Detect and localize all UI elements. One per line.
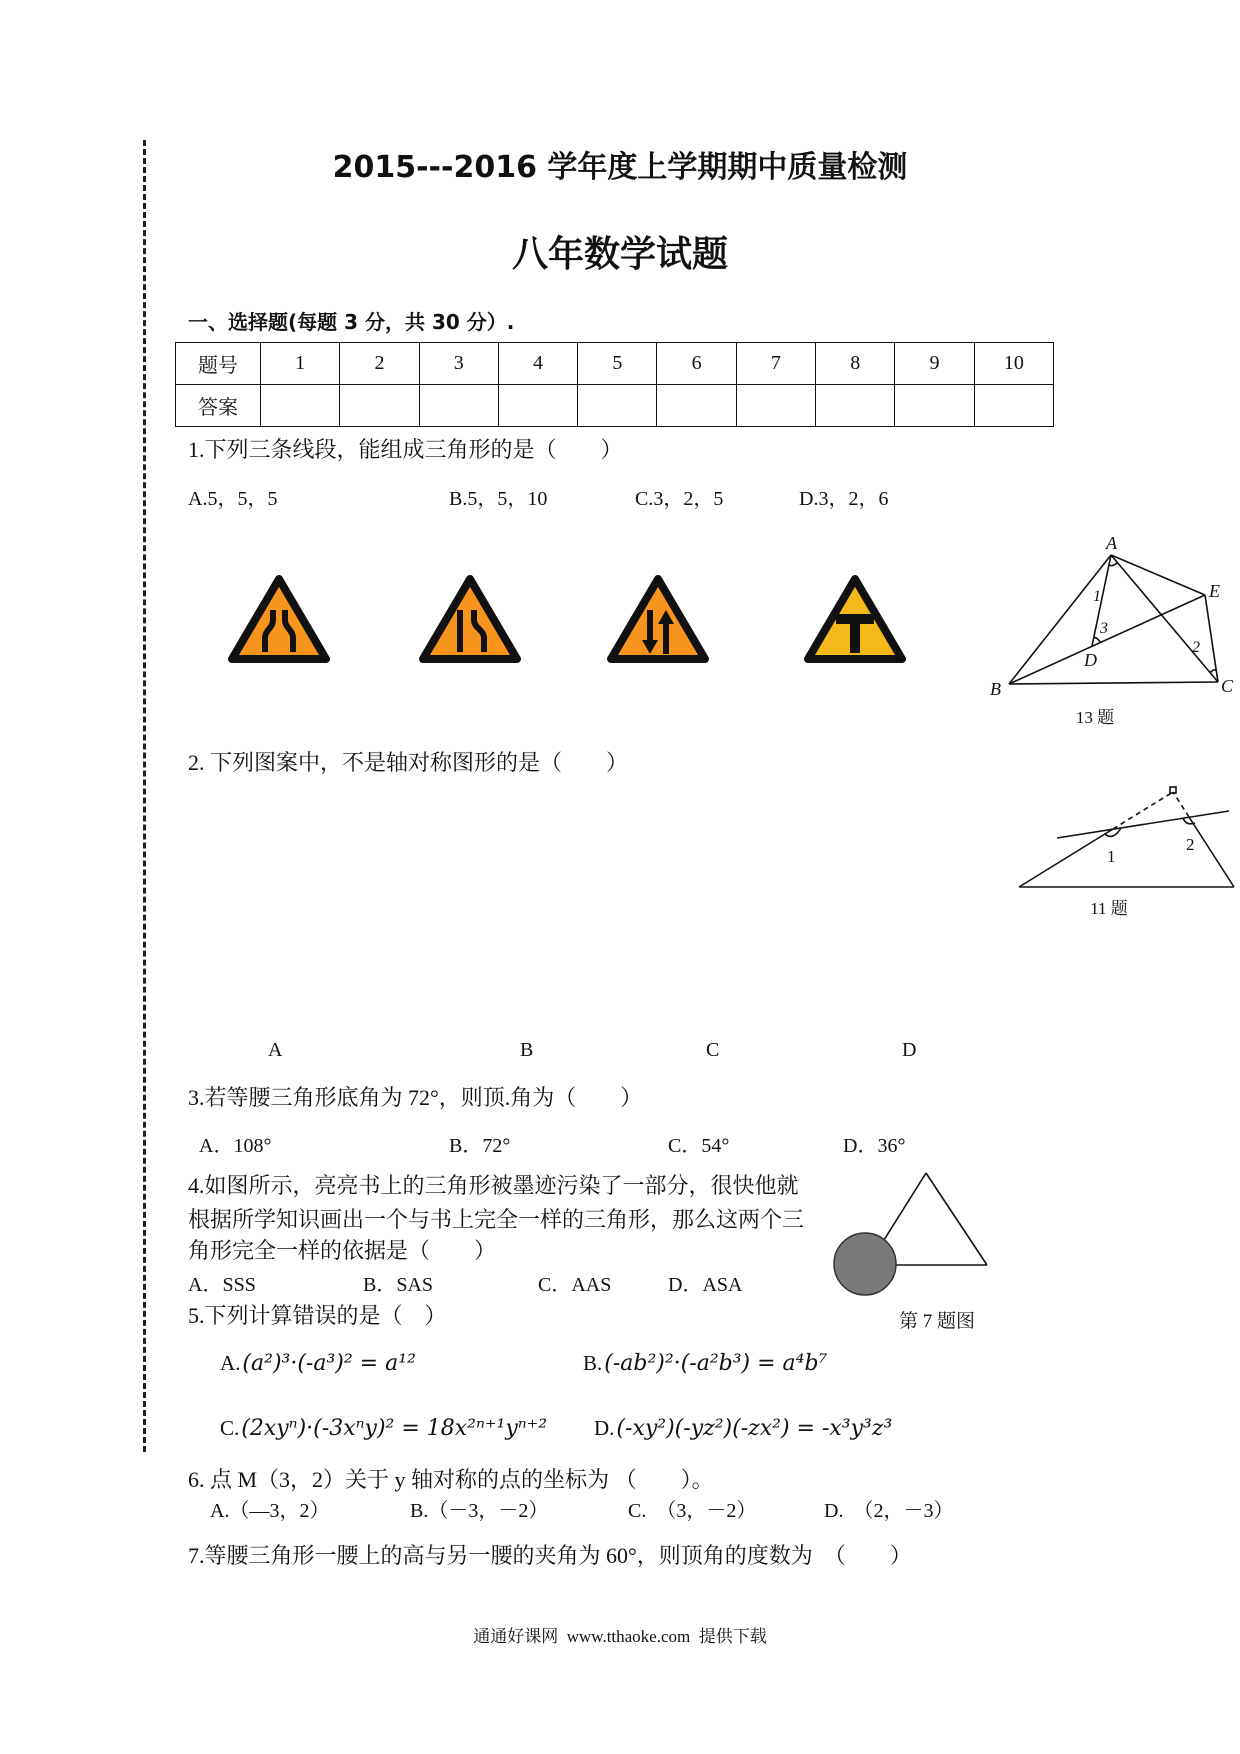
question-5-option-d (594, 1415, 892, 1442)
answer-cell (895, 385, 974, 427)
question-4-option-a: A．SSS (188, 1274, 256, 1296)
answer-table-answer-label: 答案 (176, 385, 261, 427)
ink-blot (834, 1233, 896, 1295)
figure-7-ink-stained-triangle (825, 1160, 1000, 1305)
question-7-stem: 7.等腰三角形一腰上的高与另一腰的夹角为 60°，则顶角的度数为 （ ） (188, 1543, 912, 1568)
page-footer: 通通好课网 www.tthaoke.com 提供下载 (473, 1627, 767, 1646)
cutting-line (1057, 811, 1229, 838)
question-1-option-c: C.3，2，5 (635, 488, 724, 510)
triangle-left-side (1019, 829, 1113, 887)
option-label: D. (594, 1416, 615, 1440)
question-number-cell: 5 (578, 343, 657, 385)
angle-3-arc (1094, 637, 1100, 642)
math-expression: (-xy²)(-yz²)(-zx²) = -x³y³z³ (616, 1416, 893, 1441)
question-1-option-a: A.5，5，5 (188, 488, 278, 510)
question-5-option-b (583, 1350, 827, 1377)
question-2-option-d: D (902, 1039, 917, 1061)
triangle-left-side (884, 1173, 926, 1240)
question-3-stem: 3.若等腰三角形底角为 72°，则顶.角为（ ） (188, 1085, 643, 1110)
t-junction-stem (850, 614, 860, 653)
warning-sign-triangle (232, 579, 326, 659)
figure-11-cut-triangle-diagram (1005, 775, 1239, 920)
option-label: A. (220, 1351, 241, 1375)
question-4-stem-line: 根据所学知识画出一个与书上完全一样的三角形，那么这两个三 (188, 1207, 805, 1232)
road-narrows-right-icon (414, 570, 526, 670)
triangle-right-side (1189, 817, 1234, 887)
warning-sign-triangle (611, 579, 705, 659)
option-label: B. (583, 1351, 603, 1375)
segment-bc (1009, 682, 1218, 684)
question-1-stem: 1.下列三条线段，能组成三角形的是（ ） (188, 437, 623, 462)
question-1-option-b: B.5，5，10 (449, 488, 548, 510)
question-3-option-d: D．36° (843, 1135, 906, 1157)
exam-subtitle: 八年数学试题 (511, 234, 728, 275)
angle-label-2: 2 (1192, 639, 1200, 656)
two-way-traffic-icon (602, 570, 714, 670)
question-2-option-a: A (268, 1039, 283, 1061)
point-label-e: E (1209, 581, 1220, 601)
question-2-stem: 2. 下列图案中，不是轴对称图形的是（ ） (188, 750, 629, 775)
question-4-option-c: C．AAS (538, 1274, 612, 1296)
figure-7-caption: 第 7 题图 (899, 1311, 976, 1332)
warning-sign-triangle (423, 579, 517, 659)
triangle-right-side (926, 1173, 987, 1265)
point-label-d: D (1084, 650, 1097, 670)
answer-cell (974, 385, 1053, 427)
answer-table-answer-row (176, 385, 1054, 427)
figure-13-triangle-diagram (980, 535, 1238, 730)
question-number-cell: 10 (974, 343, 1053, 385)
question-number-cell: 4 (498, 343, 577, 385)
answer-cell (419, 385, 498, 427)
answer-cell (657, 385, 736, 427)
question-5-stem: 5.下列计算错误的是（ ） (188, 1303, 447, 1328)
answer-cell (816, 385, 895, 427)
question-6-stem: 6. 点 M（3，2）关于 y 轴对称的点的坐标为 （ ）。 (188, 1467, 714, 1492)
point-label-a: A (1106, 535, 1117, 553)
section-heading-multiple-choice: 一、选择题(每题 3 分，共 30 分）. (188, 310, 515, 334)
answer-cell (498, 385, 577, 427)
question-6-option-d: D. （2，－3） (824, 1500, 954, 1522)
angle-2-arc (1183, 818, 1195, 824)
question-number-cell: 9 (895, 343, 974, 385)
question-5-option-c (220, 1415, 547, 1442)
answer-table (175, 342, 1054, 427)
math-expression: (a²)³·(-a³)² = a¹² (242, 1351, 416, 1376)
question-6-option-c: C. （3，－2） (628, 1500, 757, 1522)
option-label: C. (220, 1416, 240, 1440)
question-6-option-b: B.（－3，－2） (410, 1500, 549, 1522)
question-4-stem-line: 4.如图所示，亮亮书上的三角形被墨迹污染了一部分，很快他就 (188, 1173, 799, 1198)
question-4-option-d: D．ASA (668, 1274, 743, 1296)
segment-ae (1111, 555, 1205, 595)
question-3-option-a: A．108° (199, 1135, 272, 1157)
question-2-option-b: B (520, 1039, 534, 1061)
point-label-b: B (990, 679, 1001, 699)
question-number-cell: 8 (816, 343, 895, 385)
question-3-option-b: B．72° (449, 1135, 511, 1157)
road-narrows-both-sides-icon (223, 570, 335, 670)
answer-cell (261, 385, 340, 427)
angle-label-2: 2 (1186, 835, 1195, 854)
question-4-option-b: B．SAS (363, 1274, 434, 1296)
angle-2-arc (1210, 670, 1216, 673)
question-number-cell: 2 (340, 343, 419, 385)
dashed-extension-right (1173, 792, 1189, 817)
binding-margin-dashed-line (143, 140, 146, 1452)
segment-be (1009, 595, 1205, 684)
answer-table-header-label: 题号 (176, 343, 261, 385)
question-2-option-c: C (706, 1039, 720, 1061)
question-number-cell: 1 (261, 343, 340, 385)
question-1-option-d: D.3，2，6 (799, 488, 889, 510)
angle-label-3: 3 (1100, 620, 1108, 637)
math-expression: (-ab²)²·(-a²b³) = a⁴b⁷ (604, 1351, 828, 1376)
t-junction-icon (799, 570, 911, 670)
question-6-option-a: A.（—3，2） (210, 1500, 330, 1522)
point-label-c: C (1221, 676, 1234, 696)
question-number-cell: 7 (736, 343, 815, 385)
dashed-extension-left (1113, 792, 1173, 829)
math-expression: (2xyⁿ)·(-3xⁿy)² = 18x²ⁿ⁺¹yⁿ⁺² (241, 1416, 548, 1441)
figure-13-caption: 13 题 (1075, 708, 1115, 727)
answer-table-header-row (176, 343, 1054, 385)
question-3-option-c: C．54° (668, 1135, 730, 1157)
answer-cell (340, 385, 419, 427)
angle-label-1: 1 (1107, 847, 1116, 866)
angle-label-1: 1 (1093, 588, 1101, 605)
answer-cell (736, 385, 815, 427)
question-5-option-a (220, 1350, 416, 1377)
question-number-cell: 6 (657, 343, 736, 385)
figure-11-caption: 11 题 (1090, 899, 1128, 918)
question-4-stem-line: 角形完全一样的依据是（ ） (188, 1238, 497, 1263)
exam-title: 2015---2016 学年度上学期期中质量检测 (332, 150, 908, 185)
angle-1-arc (1109, 563, 1117, 566)
question-number-cell: 3 (419, 343, 498, 385)
answer-cell (578, 385, 657, 427)
segment-ac (1111, 555, 1218, 682)
